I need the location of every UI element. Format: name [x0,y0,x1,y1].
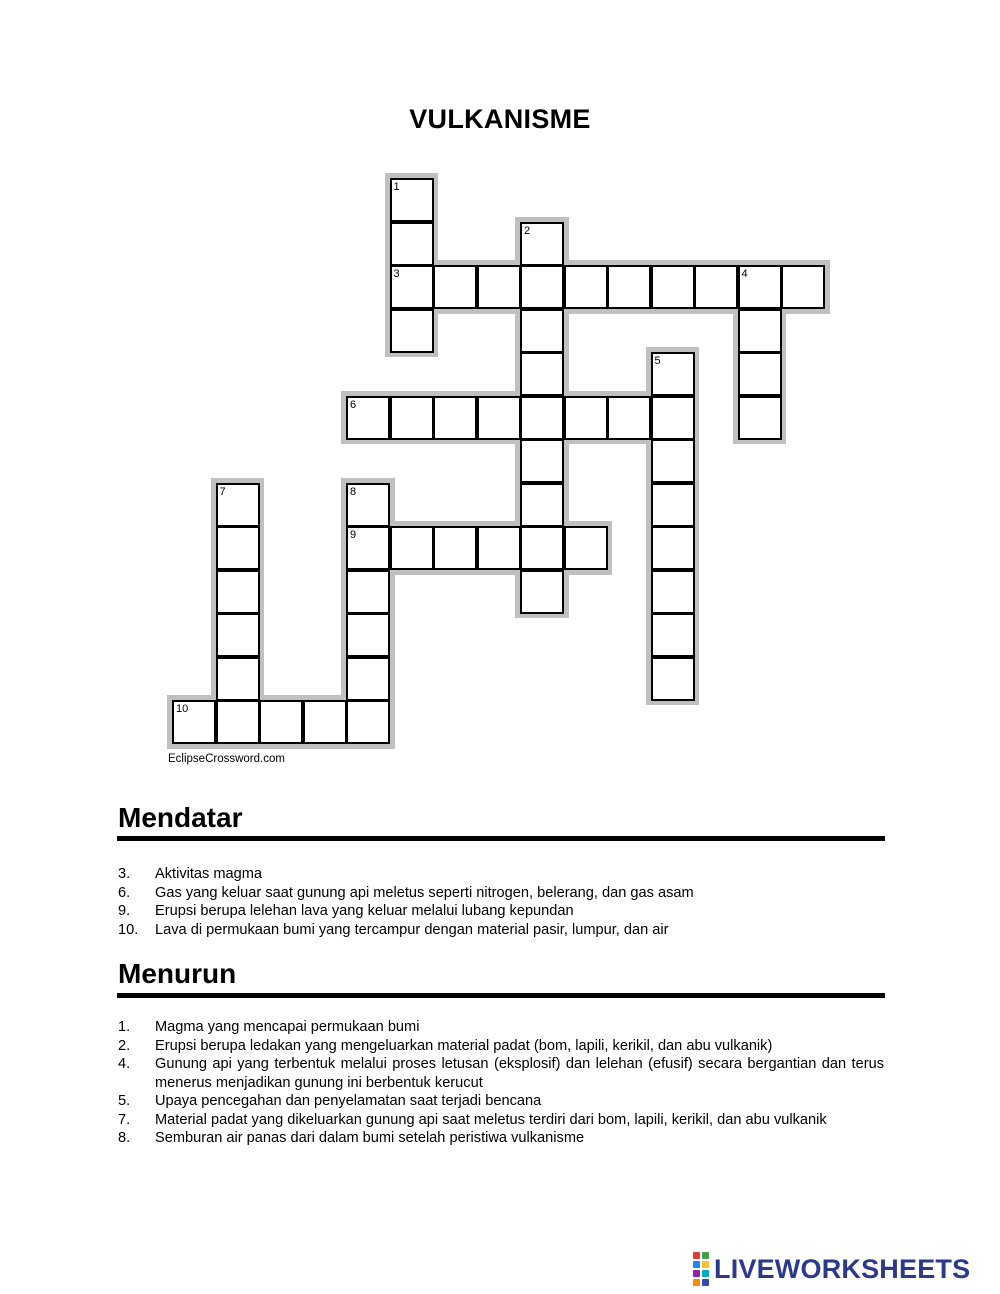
grid-cell-r2-c8[interactable] [520,265,564,309]
grid-cell-r8-c9[interactable] [564,526,608,570]
clue-number: 7. [118,1111,131,1128]
clue-down-2 [118,1037,884,1056]
grid-cell-r11-c4[interactable] [346,657,390,701]
grid-cell-r8-c8[interactable] [520,526,564,570]
logo-square [702,1279,709,1286]
grid-cell-r9-c8[interactable] [520,570,564,614]
grid-cell-r4-c11[interactable] [651,352,695,396]
grid-cell-r5-c11[interactable] [651,396,695,440]
clue-down-1 [118,1018,884,1037]
menurun-divider [117,993,885,998]
grid-cell-r7-c8[interactable] [520,483,564,527]
clue-across-10 [118,921,884,940]
liveworksheets-logo [693,1253,970,1285]
grid-cell-r12-c1[interactable] [216,700,260,744]
logo-square [693,1261,700,1268]
grid-cell-r9-c1[interactable] [216,570,260,614]
clue-number-1: 1 [393,181,400,193]
grid-cell-r12-c3[interactable] [303,700,347,744]
grid-cell-r2-c7[interactable] [477,265,521,309]
clue-number-7: 7 [219,485,226,498]
clue-text: Gunung api yang terbentuk melalui proses letusan (eksplosif) dan lelehan (efusif) secara bergantian dan terus menerus menjadikan gunung ini berbentuk kerucut [155,1056,884,1091]
grid-cell-r10-c4[interactable] [346,613,390,657]
menurun-heading: Menurun [118,958,237,989]
clue-number: 5. [118,1093,131,1109]
grid-cell-r9-c4[interactable] [346,570,390,614]
grid-cell-r6-c8[interactable] [520,439,564,483]
grid-cell-r5-c13[interactable] [738,396,782,440]
clue-number-6: 6 [350,398,357,411]
grid-cell-r8-c6[interactable] [433,526,477,570]
logo-square [693,1270,700,1277]
clue-text: Aktivitas magma [155,866,263,882]
grid-cell-r5-c6[interactable] [433,396,477,440]
grid-cell-r12-c2[interactable] [259,700,303,744]
grid-cell-r6-c11[interactable] [651,439,695,483]
clue-text: Lava di permukaan bumi yang tercampur dengan material pasir, lumpur, dan air [155,921,669,938]
mendatar-heading: Mendatar [118,802,243,833]
clue-down-5 [118,1092,884,1111]
credit-text: EclipseCrossword.com [168,753,285,765]
grid-cell-r2-c13[interactable] [738,265,782,309]
clue-number: 9. [118,903,131,919]
clue-number: 3. [118,866,131,882]
clue-number: 6. [118,884,131,901]
logo-square [693,1252,700,1259]
mendatar-divider [117,836,885,841]
clue-across-3 [118,865,884,884]
clue-number-9: 9 [350,529,357,541]
grid-cell-r5-c10[interactable] [607,396,651,440]
grid-cell-r2-c14[interactable] [781,265,825,309]
grid-cell-r7-c11[interactable] [651,483,695,527]
grid-cell-r1-c8[interactable] [520,222,564,266]
grid-cell-r3-c13[interactable] [738,309,782,353]
grid-cell-r8-c1[interactable] [216,526,260,570]
grid-cell-r9-c11[interactable] [651,570,695,614]
clue-text: Gas yang keluar saat gunung api meletus seperti nitrogen, belerang, dan gas asam [155,884,694,901]
grid-cell-r8-c7[interactable] [477,526,521,570]
clue-number: 1. [118,1019,131,1035]
clue-text: Erupsi berupa ledakan yang mengeluarkan material padat (bom, lapili, kerikil, dan abu vulkanik) [155,1037,773,1054]
grid-cell-r2-c10[interactable] [607,265,651,309]
grid-cell-r2-c5[interactable] [390,265,434,309]
clue-number-3: 3 [393,268,400,280]
grid-cell-r0-c5[interactable] [390,178,434,222]
clue-across-9 [118,902,884,921]
grid-cell-r12-c0[interactable] [172,700,216,744]
grid-cell-r8-c11[interactable] [651,526,695,570]
logo-square [702,1261,709,1268]
clue-across-6 [118,884,884,903]
grid-cell-r10-c11[interactable] [651,613,695,657]
grid-cell-r5-c4[interactable] [346,396,390,440]
grid-cell-r10-c1[interactable] [216,613,260,657]
logo-square [693,1279,700,1286]
grid-cell-r2-c11[interactable] [651,265,695,309]
clue-number-2: 2 [524,224,531,237]
grid-cell-r5-c9[interactable] [564,396,608,440]
clue-number: 2. [118,1037,131,1054]
logo-square [702,1270,709,1277]
clue-number-10: 10 [176,703,189,715]
logo-icon [693,1252,709,1286]
logo-text: LIVEWORKSHEETS [714,1253,971,1284]
mendatar-clue-list [118,865,884,939]
clue-number-5: 5 [654,355,661,367]
clue-number-4: 4 [741,268,748,280]
grid-cell-r12-c4[interactable] [346,700,390,744]
grid-cell-r11-c11[interactable] [651,657,695,701]
grid-cell-r2-c9[interactable] [564,265,608,309]
grid-cell-r5-c8[interactable] [520,396,564,440]
page-title: VULKANISME [409,104,591,134]
clue-text: Upaya pencegahan dan penyelamatan saat terjadi bencana [155,1093,542,1109]
grid-cell-r5-c7[interactable] [477,396,521,440]
clue-number: 8. [118,1130,131,1146]
clue-text: Semburan air panas dari dalam bumi setelah peristiwa vulkanisme [155,1130,585,1146]
grid-cell-r8-c4[interactable] [346,526,390,570]
grid-cell-r5-c5[interactable] [390,396,434,440]
grid-cell-r7-c4[interactable] [346,483,390,527]
grid-cell-r8-c5[interactable] [390,526,434,570]
clue-text: Erupsi berupa lelehan lava yang keluar melalui lubang kepundan [155,903,574,919]
menurun-clue-list [118,1018,884,1148]
clue-down-8 [118,1129,884,1148]
grid-cell-r1-c5[interactable] [390,222,434,266]
grid-cell-r7-c1[interactable] [216,483,260,527]
clue-down-4 [118,1055,884,1092]
grid-cell-r4-c13[interactable] [738,352,782,396]
clue-text: Magma yang mencapai permukaan bumi [155,1019,420,1035]
clue-number: 4. [118,1056,131,1072]
logo-square [702,1252,709,1259]
clue-number-8: 8 [350,485,357,498]
grid-cell-r2-c6[interactable] [433,265,477,309]
grid-cell-r3-c8[interactable] [520,309,564,353]
grid-cell-r11-c1[interactable] [216,657,260,701]
grid-cell-r2-c12[interactable] [694,265,738,309]
clue-number: 10. [118,921,139,938]
clue-text: Material padat yang dikeluarkan gunung api saat meletus terdiri dari bom, lapili, kerikil, dan abu vulkanik [155,1111,827,1128]
grid-cell-r4-c8[interactable] [520,352,564,396]
grid-cell-r3-c5[interactable] [390,309,434,353]
clue-down-7 [118,1111,884,1130]
